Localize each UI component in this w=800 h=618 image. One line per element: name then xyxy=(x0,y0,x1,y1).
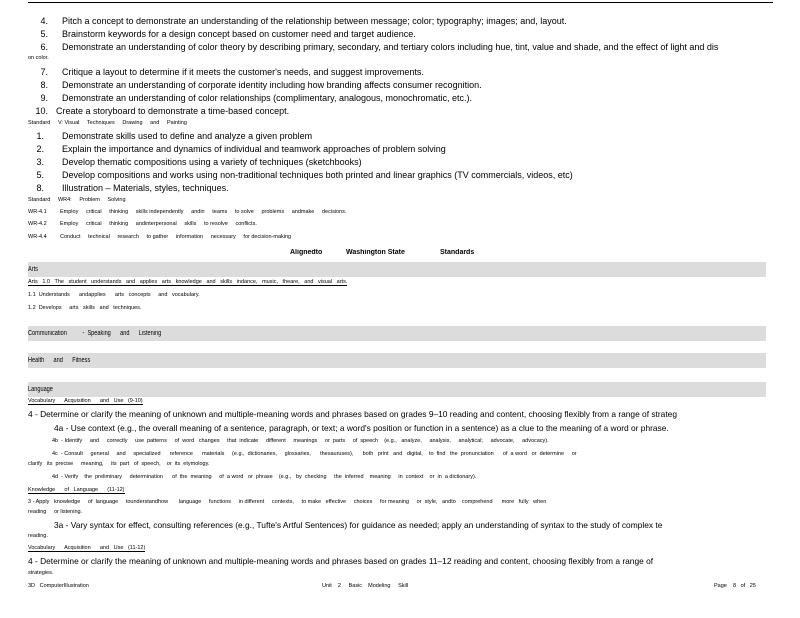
arts-band xyxy=(28,262,766,277)
sub-line xyxy=(28,509,768,515)
standard-line-text: 3a - Vary syntax for effect, consulting references (e.g., Tufte's Artful Sentences) for guidance as needed; apply an understanding of syntax to the study of complex te xyxy=(54,520,663,530)
sub-line-text: reading or listening. xyxy=(28,509,83,515)
language-band xyxy=(28,382,766,397)
item-number: 9. xyxy=(40,93,48,103)
item-number: 8. xyxy=(40,80,48,90)
wr-code: WR-4.4 xyxy=(28,234,47,240)
list-item xyxy=(28,42,768,52)
item-text: Demonstrate an understanding of corporate identity including how branding affects consumer recognition. xyxy=(62,80,482,90)
vocab-text: Vocabulary Acquisition and Use (9-10) xyxy=(28,398,143,404)
sub-line xyxy=(28,438,768,444)
wr-item xyxy=(28,221,768,227)
list-item xyxy=(28,93,768,103)
footer-course: 3D ComputerIllustration xyxy=(28,583,89,589)
item-text: Develop compositions and works using non-traditional techniques both printed and linear graphics (TV commercials, videos, etc) xyxy=(62,170,573,180)
standard-line xyxy=(28,423,768,433)
list-item xyxy=(28,170,768,180)
item-text: Pitch a concept to demonstrate an understanding of the relationship between message; color; typography; images; and, layout. xyxy=(62,16,567,26)
item-text: Illustration – Materials, styles, techniques. xyxy=(62,183,229,193)
standard-line xyxy=(28,409,768,419)
list-item xyxy=(28,80,768,90)
document-page xyxy=(28,10,768,610)
item-number: 3. xyxy=(36,157,44,167)
top-rule xyxy=(28,2,773,3)
item-number: 1. xyxy=(36,131,44,141)
wr-code: WR-4.1 xyxy=(28,209,47,215)
item-number: 8. xyxy=(36,183,44,193)
item-text: Demonstrate an understanding of color theory by describing primary, secondary, and tertiary colors including hue, tint, value and shade, and the effect of light and dis xyxy=(62,42,719,52)
arts-sub xyxy=(28,305,768,311)
list-item xyxy=(28,29,768,39)
vocab-heading xyxy=(28,398,768,405)
wr-item xyxy=(28,209,768,215)
band-label: Language xyxy=(28,386,53,393)
list-item xyxy=(28,144,768,154)
washington-state: Washington State xyxy=(346,249,405,256)
item-text: Demonstrate skills used to define and analyze a given problem xyxy=(62,131,313,141)
list-item xyxy=(28,16,768,26)
item-number: 10. xyxy=(35,106,48,116)
item-number: 4. xyxy=(40,16,48,26)
item-number: 7. xyxy=(40,67,48,77)
sub-line-text: 4c - Consult general and specialized reference materials (e.g., dictionaries, glossaries, thesauruses), both print and digital, to find the pronunciation of a word or determine or xyxy=(52,451,577,457)
arts-sub xyxy=(28,292,768,298)
standard-line-text: 4a - Use context (e.g., the overall meaning of a sentence, paragraph, or text; a word's position or function in a sentence) as a clue to the meaning of a word or phrase. xyxy=(54,423,669,433)
list-item xyxy=(28,106,768,116)
sub-line-text: clarify its precise meaning, its part of speech, or its etymology. xyxy=(28,461,210,467)
wrap-line xyxy=(28,55,768,61)
wrap-line xyxy=(28,533,768,539)
list-item xyxy=(28,157,768,167)
sub-line xyxy=(28,474,768,480)
communication-band xyxy=(28,326,766,341)
aligned-to: Alignedto xyxy=(290,249,323,256)
band-label: Health and Fitness xyxy=(28,357,91,364)
standards-label: Standards xyxy=(440,249,475,256)
arts-sub-text: 1.1 Understands andapplies arts concepts and vocabulary. xyxy=(28,292,200,298)
footer-unit: Unit 2 Basic Modeling Skill xyxy=(322,583,409,589)
standard-line xyxy=(28,520,768,530)
vocab-text: Vocabulary Acquisition and Use (11-12) xyxy=(28,545,146,551)
wrap-line xyxy=(28,570,768,576)
standard-line-text: 4 - Determine or clarify the meaning of unknown and multiple-meaning words and phrases based on grades 11–12 reading and content, choosing flexibly from a range of xyxy=(28,556,654,566)
band-label: Communication - Speaking and Listening xyxy=(28,330,162,337)
sub-line xyxy=(28,499,768,505)
wr-text: Conduct technical research to gather information necessary for decision-making xyxy=(60,234,292,240)
wr-code: WR-4.2 xyxy=(28,221,47,227)
item-number: 2. xyxy=(36,144,44,154)
band-label: Arts xyxy=(28,266,38,273)
knowledge-heading xyxy=(28,487,768,494)
list-item xyxy=(28,183,768,193)
arts-sub-text: 1.2 Develops arts skills and techniques. xyxy=(28,305,142,311)
list-item xyxy=(28,131,768,141)
wrap-text: on color. xyxy=(28,55,49,61)
knowledge-text: Knowledge of Language (11-12) xyxy=(28,487,125,493)
standard-line xyxy=(28,556,768,566)
sub-line-text: 4d - Verify the preliminary determination of the meaning of a word or phrase (e.g., by checking the inferred meaning in context or in a dictionary). xyxy=(52,474,477,480)
item-number: 6. xyxy=(40,42,48,52)
vocab-heading xyxy=(28,545,768,552)
sub-line xyxy=(28,461,768,467)
arts-standard-text: Arts 1.0 The student understands and applies arts knowledge and skills indance, music, theare, and visual arts. xyxy=(28,279,348,285)
wrap-text: reading. xyxy=(28,533,48,539)
item-text: Create a storyboard to demonstrate a time-based concept. xyxy=(56,106,290,116)
item-text: Brainstorm keywords for a design concept based on customer need and target audience. xyxy=(62,29,416,39)
page-footer xyxy=(28,583,768,593)
item-text: Explain the importance and dynamics of individual and teamwork approaches of problem solving xyxy=(62,144,446,154)
wr-text: Employ critical thinking andinterpersonal skills to resolve conflicts. xyxy=(60,221,257,227)
standard-heading xyxy=(28,197,768,203)
standard-text: Standard V: Visual Techniques Drawing and Painting xyxy=(28,120,187,126)
aligned-header xyxy=(28,249,768,261)
item-number: 5. xyxy=(36,170,44,180)
wr-text: Employ critical thinking skills independently andin teams to solve problems andmake decisions. xyxy=(60,209,347,215)
health-band xyxy=(28,353,766,368)
wr-item xyxy=(28,234,768,240)
standard-heading xyxy=(28,120,768,126)
item-text: Develop thematic compositions using a variety of techniques (sketchbooks) xyxy=(62,157,362,167)
sub-line xyxy=(28,451,768,457)
standard-text: Standard WR4: Problem Solving xyxy=(28,197,126,203)
item-text: Critique a layout to determine if it meets the customer's needs, and suggest improvements. xyxy=(62,67,424,77)
footer-page: Page 8 of 25 xyxy=(714,583,756,589)
item-text: Demonstrate an understanding of color relationships (complimentary, analogous, monochromatic, etc.). xyxy=(62,93,473,103)
item-number: 5. xyxy=(40,29,48,39)
list-item xyxy=(28,67,768,77)
wrap-text: strategies. xyxy=(28,570,54,576)
sub-line-text: 3 - Apply knowledge of language tounderstandhow language functions in different contexts, to make effective choices for meaning or style, andto comprehend more fully when xyxy=(28,499,547,505)
standard-line-text: 4 - Determine or clarify the meaning of unknown and multiple-meaning words and phrases based on grades 9–10 reading and content, choosing flexibly from a range of strateg xyxy=(28,409,677,419)
arts-standard xyxy=(28,279,768,286)
sub-line-text: 4b - Identify and correctly use patterns of word changes that indicate different meanings or parts of speech (e.g., analyze, analysis, analytical; advocate, advocacy). xyxy=(52,438,549,444)
